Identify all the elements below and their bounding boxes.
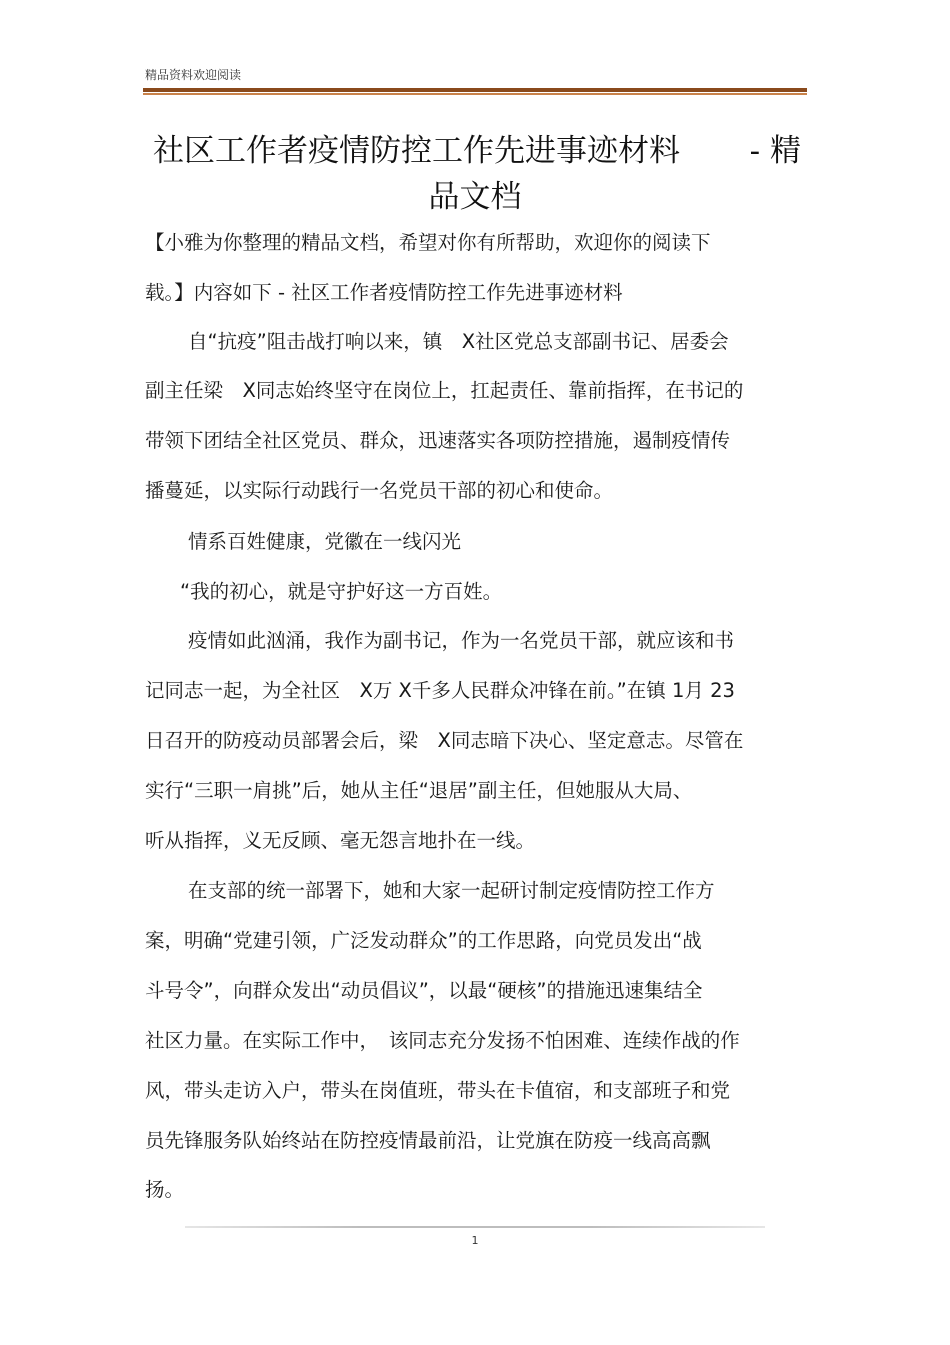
- body-line: 播蔓延，以实际行动践行一名党员干部的初心和使命。: [145, 479, 614, 502]
- body-line: 员先锋服务队始终站在防控疫情最前沿，让党旗在防疫一线高高飘: [145, 1129, 711, 1152]
- body-line: 斗号令”，向群众发出“动员倡议”，以最“硬核”的措施迅速集结全: [145, 979, 703, 1002]
- body-line: 记同志一起，为全社区 X万 X千多人民群众冲锋在前。”在镇 1月 23: [145, 679, 735, 702]
- body-line: 实行“三职一肩挑”后，她从主任“退居”副主任，但她服从大局、: [145, 779, 693, 802]
- footer-rule: [185, 1226, 765, 1228]
- body-line: 情系百姓健康，党徽在一线闪光: [188, 530, 462, 553]
- title-line-2: 品文档: [428, 179, 522, 215]
- header-text: 精品资料欢迎阅读: [145, 68, 242, 82]
- title-main: 社区工作者疫情防控工作先进事迹材料: [153, 133, 680, 169]
- header-rule: [143, 88, 807, 97]
- body-line: 疫情如此汹涌，我作为副书记，作为一名党员干部，就应该和书: [188, 629, 735, 652]
- body-line: 自“抗疫”阻击战打响以来，镇 X社区党总支部副书记、居委会: [188, 330, 729, 353]
- body-line: “我的初心，就是守护好这一方百姓。: [180, 580, 503, 603]
- document-title: [143, 128, 807, 220]
- title-tail: - 精: [749, 133, 801, 169]
- page-number: 1: [471, 1234, 479, 1247]
- body-line: 载。】内容如下 - 社区工作者疫情防控工作先进事迹材料: [145, 281, 623, 304]
- body-line: 扬。: [145, 1178, 185, 1201]
- body-line: 案，明确“党建引领，广泛发动群众”的工作思路，向党员发出“战: [145, 929, 702, 952]
- body-line: 日召开的防疫动员部署会后，梁 X同志暗下决心、坚定意志。尽管在: [145, 729, 744, 752]
- body-line: 副主任梁 X同志始终坚守在岗位上，扛起责任、靠前指挥，在书记的: [145, 379, 744, 402]
- body-line: 风，带头走访入户，带头在岗值班，带头在卡值宿，和支部班子和党: [145, 1079, 731, 1102]
- body-line: 听从指挥，义无反顾、毫无怨言地扑在一线。: [145, 829, 536, 852]
- body-line: 【小雅为你整理的精品文档，希望对你有所帮助，欢迎你的阅读下: [145, 231, 711, 254]
- body-line: 社区力量。在实际工作中， 该同志充分发扬不怕困难、连续作战的作: [145, 1029, 740, 1052]
- body-line: 在支部的统一部署下，她和大家一起研讨制定疫情防控工作方: [188, 879, 715, 902]
- body-line: 带领下团结全社区党员、群众，迅速落实各项防控措施，遏制疫情传: [145, 429, 731, 452]
